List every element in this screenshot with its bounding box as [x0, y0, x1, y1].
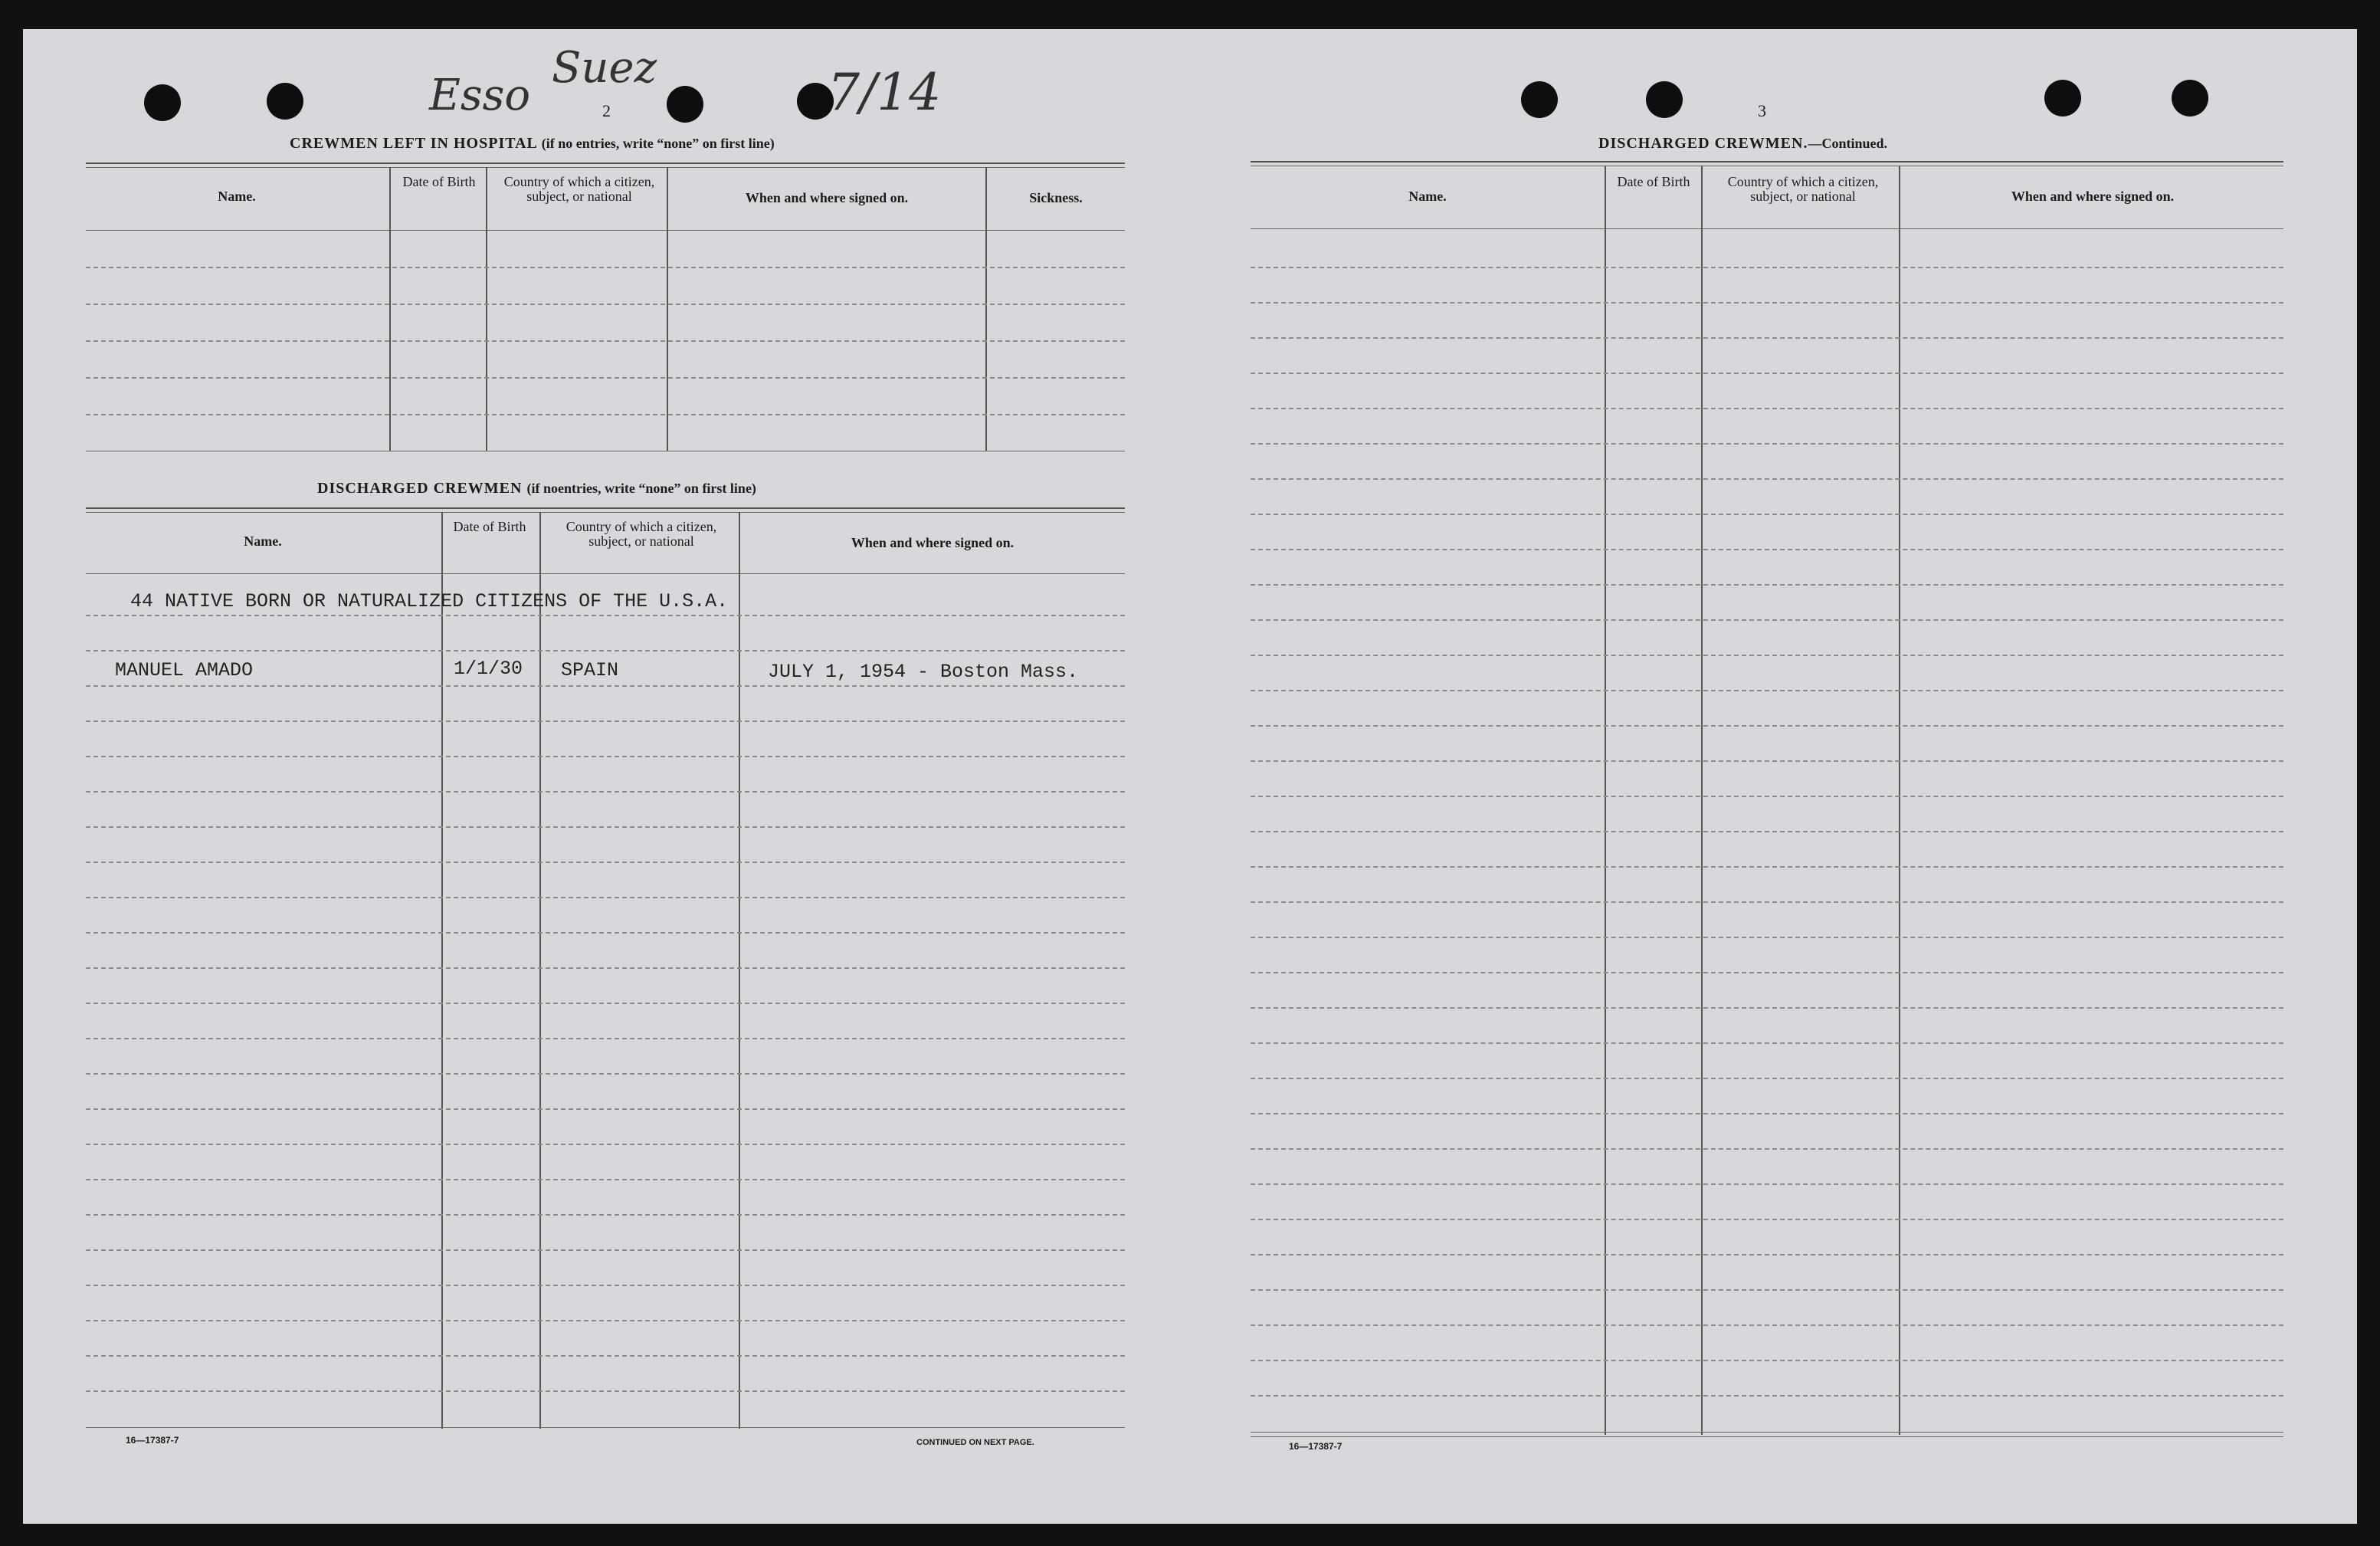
document-sheet — [23, 29, 2357, 1524]
hospital-title-subtitle: (if no entries, write “none” on first line) — [541, 136, 775, 151]
entry-line — [1251, 937, 2283, 938]
entry-line — [86, 826, 1125, 828]
entry-line — [1251, 1148, 2283, 1150]
entry-line — [1251, 1183, 2283, 1185]
entry-line — [86, 267, 1125, 268]
punch-hole — [1646, 81, 1683, 118]
discharged-section-title — [317, 480, 756, 497]
column-divider — [1701, 166, 1703, 1435]
entry-line — [1251, 655, 2283, 656]
entry-line — [86, 862, 1125, 863]
continued-title-text: DISCHARGED CREWMEN. — [1598, 135, 1808, 152]
entry-line — [1251, 267, 2283, 268]
entry-line — [86, 1320, 1125, 1321]
punch-hole — [267, 83, 303, 120]
col-header-country: Country of which a citizen, subject, or national — [1727, 174, 1879, 204]
entry-line — [86, 791, 1125, 793]
entry-line — [1251, 443, 2283, 445]
col-header-dob: Date of Birth — [1617, 174, 1690, 189]
col-header-signed-on: When and where signed on. — [851, 535, 1015, 550]
entry-line — [86, 1073, 1125, 1075]
crew-country: SPAIN — [561, 659, 619, 681]
punch-hole — [2044, 80, 2081, 117]
entry-line — [86, 897, 1125, 898]
form-number-right: 16—17387-7 — [1289, 1441, 1342, 1452]
column-divider — [1899, 166, 1900, 1435]
col-header-country: Country of which a citizen, subject, or national — [503, 174, 655, 204]
discharged-continued-title — [1598, 135, 1887, 153]
handwritten-note-right: 7/14 — [828, 63, 942, 122]
hospital-section-title — [290, 135, 775, 153]
entry-line — [1251, 1360, 2283, 1361]
crew-dob: 1/1/30 — [454, 658, 523, 680]
col-header-sickness: Sickness. — [1029, 190, 1083, 205]
entry-line — [1251, 1078, 2283, 1079]
discharged-title-subtitle: (if noentries, write “none” on first line) — [526, 481, 756, 496]
column-divider — [985, 167, 987, 451]
table-rule — [86, 512, 1125, 513]
entry-line — [86, 1108, 1125, 1110]
entry-line — [86, 685, 1125, 687]
col-header-dob: Date of Birth — [453, 519, 526, 534]
table-rule — [1251, 161, 2283, 162]
continued-title-subtitle: —Continued. — [1808, 136, 1887, 151]
entry-line — [1251, 901, 2283, 903]
entry-line — [86, 932, 1125, 934]
entry-line — [1251, 1324, 2283, 1326]
handwritten-note-left: Esso — [429, 71, 531, 120]
column-divider — [667, 167, 668, 451]
col-header-country: Country of which a citizen, subject, or national — [565, 519, 717, 549]
entry-line — [1251, 584, 2283, 586]
table-rule — [86, 230, 1125, 231]
entry-line — [86, 1285, 1125, 1286]
entry-line — [1251, 760, 2283, 762]
column-divider — [1605, 166, 1606, 1435]
entry-line — [1251, 1113, 2283, 1114]
entry-line — [86, 650, 1125, 652]
entry-line — [86, 967, 1125, 969]
entry-line — [1251, 1395, 2283, 1397]
entry-line — [1251, 408, 2283, 409]
punch-hole — [144, 84, 181, 121]
col-header-dob: Date of Birth — [402, 174, 476, 189]
entry-line — [86, 1390, 1125, 1392]
continued-note: CONTINUED ON NEXT PAGE. — [916, 1438, 1034, 1447]
table-rule — [1251, 1436, 2283, 1437]
entry-line — [1251, 514, 2283, 515]
punch-hole — [667, 86, 703, 123]
entry-line — [1251, 337, 2283, 339]
table-rule — [86, 573, 1125, 574]
entry-line — [86, 1355, 1125, 1357]
entry-line — [1251, 831, 2283, 832]
entry-line — [86, 377, 1125, 379]
entry-line — [1251, 1254, 2283, 1256]
entry-line — [1251, 725, 2283, 727]
col-header-name: Name. — [1408, 189, 1447, 204]
hospital-title-text: CREWMEN LEFT IN HOSPITAL — [290, 135, 537, 152]
crew-name: MANUEL AMADO — [115, 659, 254, 681]
entry-line — [86, 1179, 1125, 1180]
entry-line — [1251, 373, 2283, 374]
col-header-signed-on: When and where signed on. — [2011, 189, 2175, 204]
entry-line — [86, 615, 1125, 616]
entry-line — [1251, 1289, 2283, 1291]
table-rule — [86, 162, 1125, 164]
table-rule — [86, 1427, 1125, 1428]
entry-line — [86, 414, 1125, 415]
entry-line — [1251, 1042, 2283, 1044]
entry-line — [1251, 690, 2283, 691]
discharged-note: 44 NATIVE BORN OR NATURALIZED CITIZENS OF THE U.S.A. — [130, 590, 729, 612]
entry-line — [86, 756, 1125, 757]
col-header-signed-on: When and where signed on. — [745, 190, 909, 205]
form-number-left: 16—17387-7 — [126, 1435, 179, 1446]
entry-line — [1251, 796, 2283, 797]
entry-line — [1251, 1219, 2283, 1220]
punch-hole — [2172, 80, 2208, 117]
entry-line — [86, 1144, 1125, 1145]
entry-line — [1251, 478, 2283, 480]
col-header-name: Name. — [244, 533, 282, 549]
column-divider — [389, 167, 391, 451]
entry-line — [86, 1003, 1125, 1004]
entry-line — [1251, 302, 2283, 304]
column-divider — [486, 167, 487, 451]
discharged-title-text: DISCHARGED CREWMEN — [317, 480, 523, 497]
punch-hole — [1521, 81, 1558, 118]
entry-line — [1251, 866, 2283, 868]
entry-line — [86, 304, 1125, 305]
entry-line — [1251, 549, 2283, 550]
table-rule — [1251, 1432, 2283, 1433]
entry-line — [1251, 1007, 2283, 1009]
entry-line — [86, 720, 1125, 722]
table-rule — [86, 507, 1125, 509]
entry-line — [86, 340, 1125, 342]
handwritten-note-mid: Suez — [552, 43, 657, 93]
table-rule — [86, 167, 1125, 168]
table-rule — [1251, 228, 2283, 229]
col-header-name: Name. — [218, 189, 256, 204]
page-number-left: 2 — [602, 101, 611, 120]
entry-line — [86, 1214, 1125, 1216]
entry-line — [1251, 972, 2283, 973]
entry-line — [1251, 619, 2283, 621]
crew-signed-on: JULY 1, 1954 - Boston Mass. — [768, 661, 1079, 683]
entry-line — [86, 1249, 1125, 1251]
entry-line — [86, 1038, 1125, 1039]
page-number-right: 3 — [1758, 101, 1766, 120]
